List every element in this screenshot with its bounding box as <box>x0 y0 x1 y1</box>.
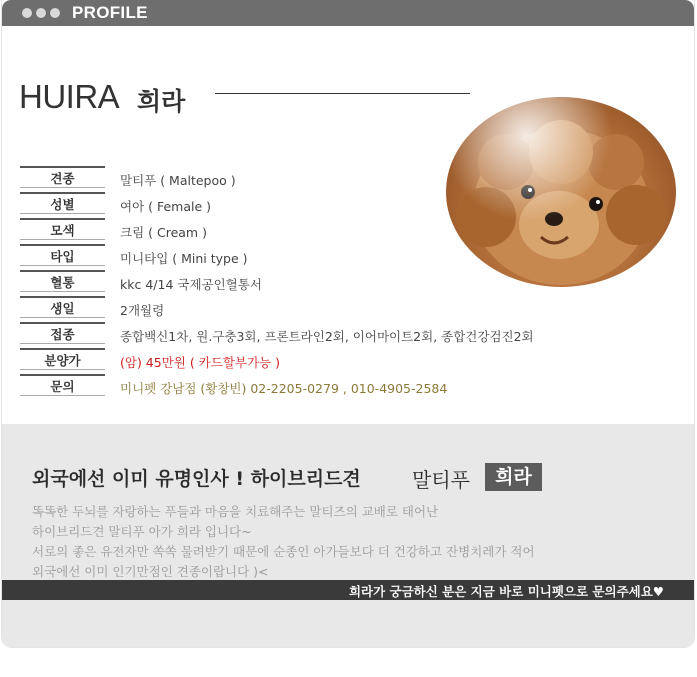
name-divider <box>215 93 470 94</box>
detail-label: 혈통 <box>20 270 105 292</box>
promo-line: 똑똑한 두뇌를 자랑하는 푸들과 마음을 치료해주는 말티즈의 교배로 태어난 <box>32 504 439 519</box>
name-badge: 희라 <box>485 463 542 491</box>
promo-section <box>2 424 694 647</box>
dot-icon <box>22 8 32 18</box>
detail-label: 문의 <box>20 374 105 396</box>
detail-value: 종합백신1차, 원.구충3회, 프론트라인2회, 이어마이트2회, 종합건강검진2회 <box>120 329 534 344</box>
detail-row <box>20 270 620 296</box>
dog-name-en: HUIRA <box>19 78 120 115</box>
detail-label: 견종 <box>20 166 105 188</box>
price-value: (암) 45만원 ( 카드할부가능 ) <box>120 355 280 370</box>
detail-value: 2개월령 <box>120 303 165 318</box>
detail-label: 타입 <box>20 244 105 266</box>
detail-row <box>20 322 620 348</box>
detail-value: 미니타입 ( Mini type ) <box>120 251 248 266</box>
detail-value: 말티푸 ( Maltepoo ) <box>120 173 236 188</box>
detail-label: 생일 <box>20 296 105 318</box>
dot-icon <box>36 8 46 18</box>
promo-line: 하이브리드견 말티푸 아가 희라 입니다~ <box>32 524 252 539</box>
detail-row <box>20 244 620 270</box>
details-list <box>20 166 620 400</box>
detail-value: kkc 4/14 국제공인혈통서 <box>120 277 262 292</box>
dog-name-ko: 희라 <box>137 87 186 116</box>
promo-breed: 말티푸 <box>412 468 470 492</box>
window-dots <box>22 8 60 18</box>
detail-row <box>20 374 620 400</box>
detail-label: 성별 <box>20 192 105 214</box>
detail-label: 모색 <box>20 218 105 240</box>
contact-value: 미니펫 강남점 (황창빈) 02-2205-0279 , 010-4905-2584 <box>120 381 448 396</box>
detail-row <box>20 192 620 218</box>
promo-line: 외국에선 이미 인기만점인 견종이랍니다 )< <box>32 564 269 579</box>
detail-value: 여아 ( Female ) <box>120 199 212 214</box>
detail-label: 분양가 <box>20 348 105 370</box>
promo-line: 서로의 좋은 유전자만 쏙쏙 물려받기 때문에 순종인 아가들보다 더 건강하고 잔병치레가 적어 <box>32 544 535 559</box>
profile-card <box>2 0 694 647</box>
detail-row <box>20 348 620 374</box>
top-bar <box>2 0 694 26</box>
detail-row <box>20 218 620 244</box>
detail-value: 크림 ( Cream ) <box>120 225 207 240</box>
dot-icon <box>50 8 60 18</box>
cta-text[interactable]: 희라가 궁금하신 분은 지금 바로 미니펫으로 문의주세요♥ <box>348 584 664 599</box>
detail-label: 접종 <box>20 322 105 344</box>
profile-title: PROFILE <box>72 3 148 22</box>
cta-bar[interactable] <box>2 580 694 600</box>
promo-headline: 외국에선 이미 유명인사 ! 하이브리드견 <box>32 468 361 490</box>
promo-description <box>32 502 535 582</box>
detail-row <box>20 296 620 322</box>
detail-row <box>20 166 620 192</box>
